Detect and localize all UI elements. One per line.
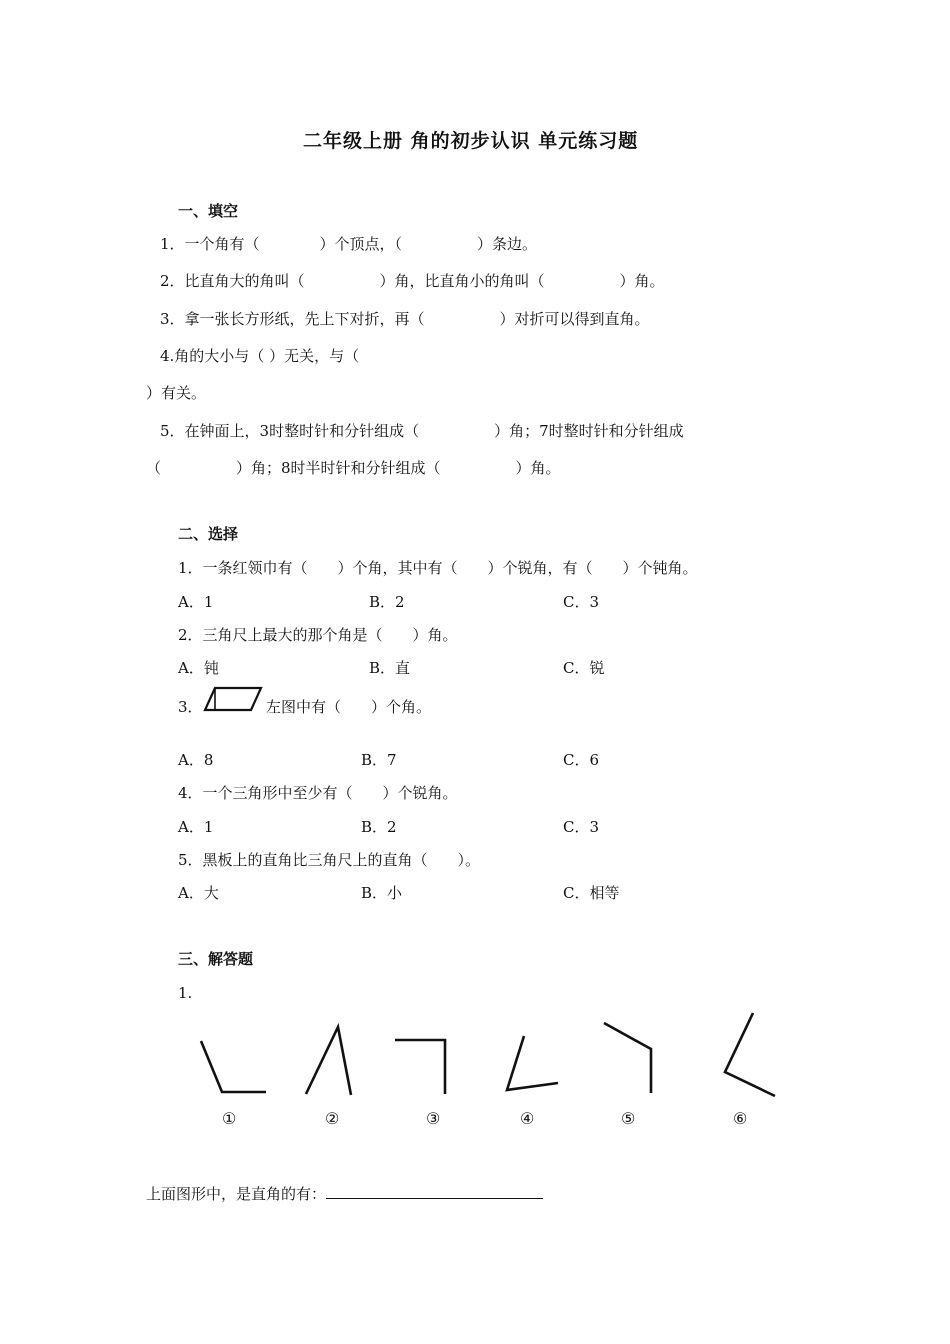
figure-label-4: ④ <box>520 1109 535 1128</box>
angle-figure-2 <box>306 1027 351 1095</box>
s2-question-3-number: 3． <box>178 698 203 716</box>
figure-label-3: ③ <box>426 1109 441 1128</box>
s1-question-1: 1．一个角有（ ）个顶点，（ ）条边。 <box>160 235 538 253</box>
answer-prompt: 上面图形中，是直角的有： <box>146 1185 327 1203</box>
section3-heading: 三、解答题 <box>178 950 254 968</box>
figure-label-2: ② <box>325 1109 340 1128</box>
s2-q1-option-c: C．3 <box>563 593 600 611</box>
s2-question-1: 1．一条红领巾有（ ）个角，其中有（ ）个锐角，有（ ）个钝角。 <box>178 559 698 577</box>
s2-q5-option-b: B．小 <box>361 884 403 902</box>
angle-figure-3 <box>395 1040 445 1094</box>
s2-q1-option-a: A．1 <box>178 593 214 611</box>
figure-label-6: ⑥ <box>733 1109 748 1128</box>
s1-question-5-line1: 5．在钟面上，3时整时针和分针组成（ ）角；7时整时针和分针组成 <box>160 422 684 440</box>
figure-label-1: ① <box>222 1109 237 1128</box>
s2-q2-option-a: A．钝 <box>178 659 219 677</box>
answer-row <box>146 1183 543 1204</box>
s1-question-5-line2: （ ）角；8时半时针和分针组成（ ）角。 <box>146 459 561 477</box>
s2-question-4: 4．一个三角形中至少有（ ）个锐角。 <box>178 784 458 802</box>
angle-figure-5 <box>604 1023 651 1093</box>
s2-q5-option-c: C．相等 <box>563 884 620 902</box>
s2-q3-option-a: A．8 <box>178 751 214 769</box>
angle-figure-1 <box>201 1041 266 1092</box>
section1-heading: 一、填空 <box>178 202 239 220</box>
s1-question-2: 2．比直角大的角叫（ ）角，比直角小的角叫（ ）角。 <box>160 272 665 290</box>
figure-label-5: ⑤ <box>621 1109 636 1128</box>
s1-question-3: 3．拿一张长方形纸，先上下对折，再（ ）对折可以得到直角。 <box>160 310 650 328</box>
s2-q4-option-a: A．1 <box>178 818 214 836</box>
angle-figure-4 <box>507 1036 558 1090</box>
s3-question-1: 1. <box>178 984 193 1002</box>
section2-heading: 二、选择 <box>178 525 239 543</box>
s1-question-4-line1: 4.角的大小与（ ）无关，与（ <box>160 347 360 365</box>
s2-q2-option-c: C．锐 <box>563 659 605 677</box>
angle-figure-6 <box>725 1013 775 1096</box>
page-title: 二年级上册 角的初步认识 单元练习题 <box>303 130 639 152</box>
s2-q5-option-a: A．大 <box>178 884 219 902</box>
s2-question-5: 5．黑板上的直角比三角尺上的直角（ ）。 <box>178 851 481 869</box>
s2-question-2: 2．三角尺上最大的那个角是（ ）角。 <box>178 626 458 644</box>
answer-blank[interactable] <box>326 1184 543 1199</box>
s2-q4-option-b: B．2 <box>361 818 397 836</box>
s2-q1-option-b: B．2 <box>369 593 405 611</box>
s2-q2-option-b: B．直 <box>369 659 411 677</box>
s2-q3-option-c: C．6 <box>563 751 600 769</box>
s2-q4-option-c: C．3 <box>563 818 600 836</box>
s1-question-4-line2: ）有关。 <box>146 384 207 402</box>
s2-question-3-text: 左图中有（ ）个角。 <box>266 698 432 716</box>
s2-q3-option-b: B．7 <box>361 751 397 769</box>
